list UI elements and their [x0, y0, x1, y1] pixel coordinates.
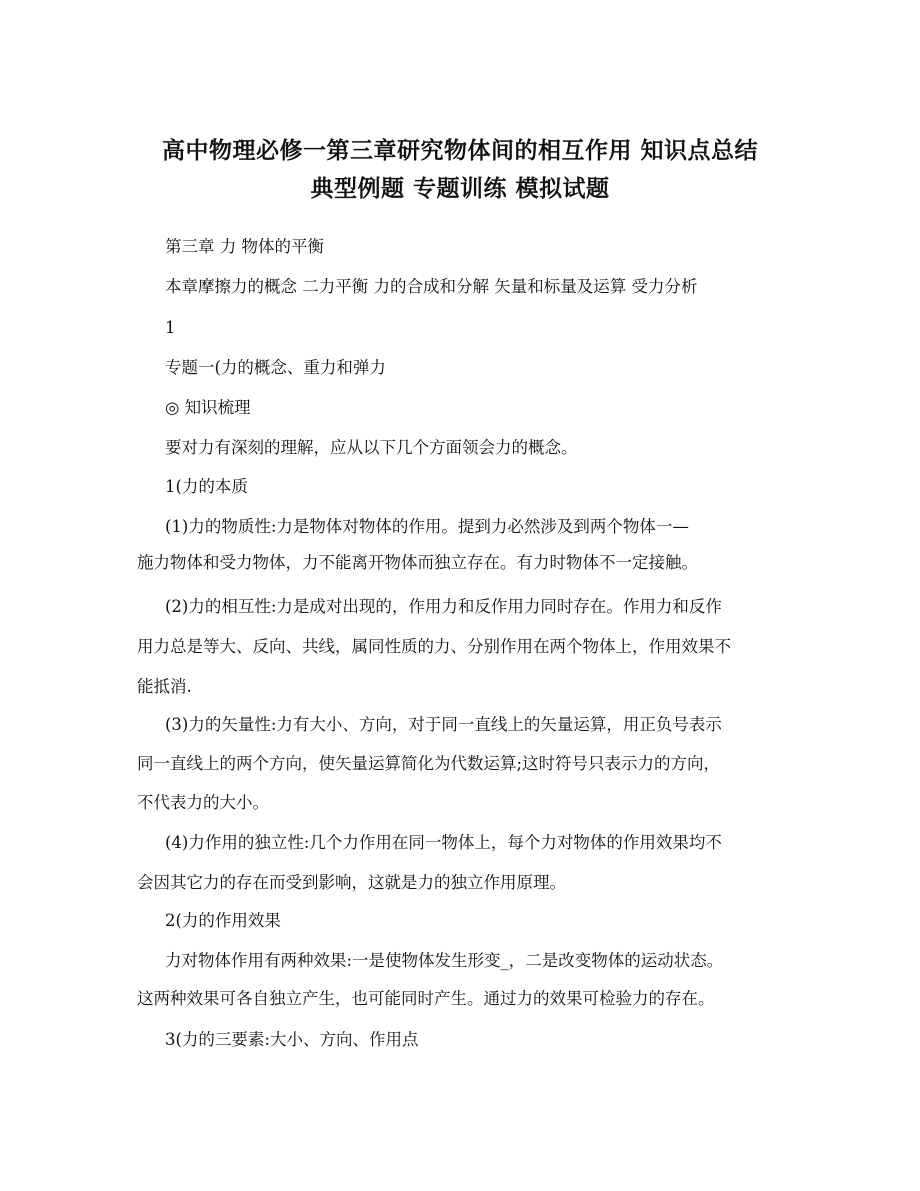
paragraph-line: 能抵消.: [137, 677, 192, 696]
document-title-line-1: 高中物理必修一第三章研究物体间的相互作用 知识点总结: [161, 137, 758, 164]
paragraph-line: 力对物体作用有两种效果:一是使物体发生形变_，二是改变物体的运动状态。: [165, 951, 724, 970]
page-number-line: 1: [165, 318, 176, 337]
paragraph-line: 会因其它力的存在而受到影响，这就是力的独立作用原理。: [137, 873, 566, 892]
paragraph-line: 施力物体和受力物体，力不能离开物体而独立存在。有力时物体不一定接触。: [137, 553, 698, 572]
subheading-three-elements: 3(力的三要素:大小、方向、作用点: [165, 1030, 419, 1049]
paragraph-line: 同一直线上的两个方向，使矢量运算简化为代数运算;这时符号只表示力的方向，: [137, 754, 721, 773]
subheading-nature-of-force: 1(力的本质: [165, 477, 248, 496]
paragraph-line: 要对力有深刻的理解，应从以下几个方面领会力的概念。: [165, 438, 578, 457]
paragraph-line: (1)力的物质性:力是物体对物体的作用。提到力必然涉及到两个物体一—: [165, 517, 689, 536]
section-heading-knowledge: ◎ 知识梳理: [165, 398, 251, 417]
paragraph-line: (3)力的矢量性:力有大小、方向，对于同一直线上的矢量运算，用正负号表示: [165, 715, 722, 734]
paragraph-line: 这两种效果可各自独立产生，也可能同时产生。通过力的效果可检验力的存在。: [137, 989, 715, 1008]
paragraph-line: (2)力的相互性:力是成对出现的，作用力和反作用力同时存在。作用力和反作: [165, 597, 722, 616]
paragraph-line: 用力总是等大、反向、共线，属同性质的力、分别作用在两个物体上，作用效果不: [137, 637, 731, 656]
paragraph-line: 不代表力的大小。: [137, 793, 269, 812]
topic-heading: 专题一(力的概念、重力和弹力: [165, 358, 386, 377]
chapter-topics: 本章摩擦力的概念 二力平衡 力的合成和分解 矢量和标量及运算 受力分析: [165, 277, 698, 296]
document-title-line-2: 典型例题 专题训练 模拟试题: [310, 175, 610, 202]
chapter-heading: 第三章 力 物体的平衡: [165, 237, 324, 256]
paragraph-line: (4)力作用的独立性:几个力作用在同一物体上，每个力对物体的作用效果均不: [165, 833, 722, 852]
subheading-effect-of-force: 2(力的作用效果: [165, 911, 281, 930]
